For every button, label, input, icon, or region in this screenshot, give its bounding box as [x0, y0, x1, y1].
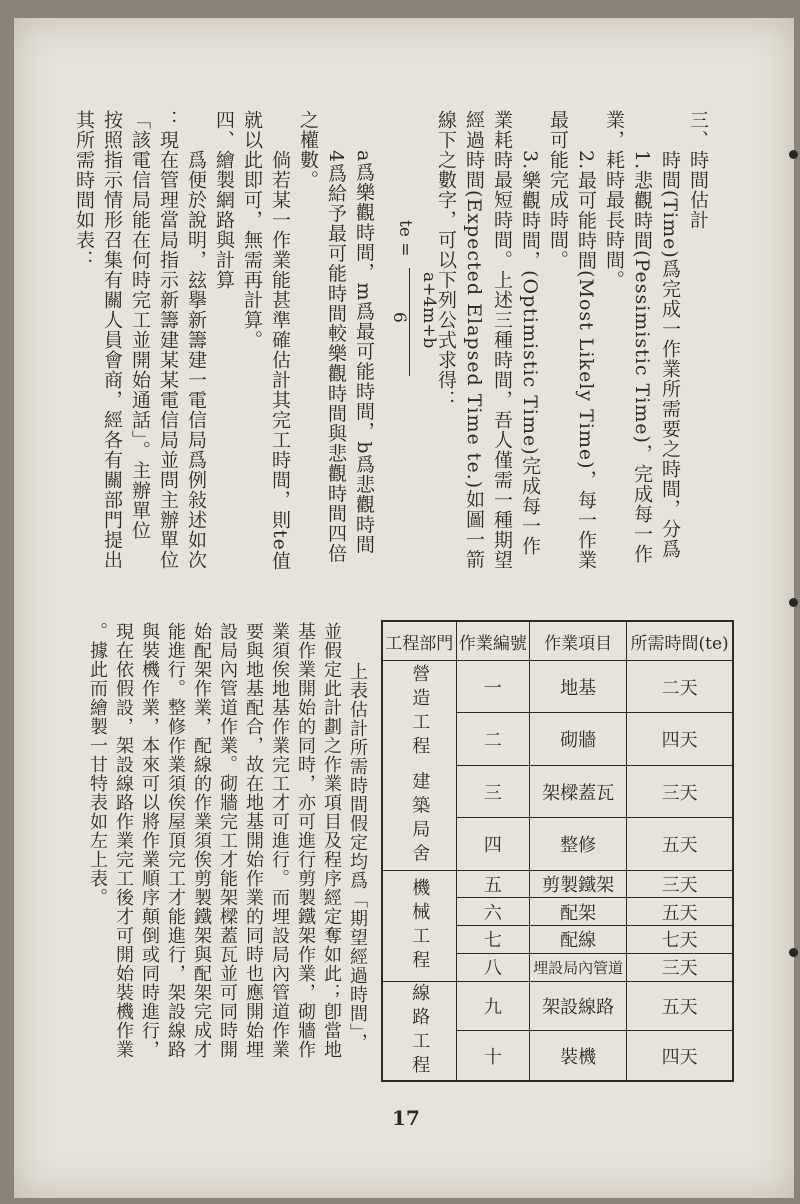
text-line: 業，耗時最長時間。 [603, 110, 625, 290]
formula-denominator: 6 [389, 312, 409, 323]
cell-time: 五天 [627, 818, 733, 871]
text-line: 最可能完成時間。 [547, 110, 569, 270]
section-heading: 三、時間估計 [687, 110, 709, 230]
text-line: 業耗時最短時間。上述三種時間，吾人僅需一種期望 [491, 110, 513, 570]
cell-item: 地基 [530, 661, 627, 713]
text-line: 3.樂觀時間，(Optimistic Time)完成每一作 [519, 150, 541, 556]
header-item: 作業項目 [530, 621, 627, 661]
page-number: 17 [392, 1106, 420, 1130]
text-line: 4爲給予最可能時間較樂觀時間與悲觀時間四倍 [325, 150, 347, 564]
header-no: 作業編號 [456, 621, 530, 661]
cell-time: 三天 [627, 953, 733, 981]
cell-time: 二天 [627, 661, 733, 713]
formula-fraction-bar [409, 268, 410, 376]
cell-time: 四天 [627, 713, 733, 765]
text-line: 時間(Time)爲完成一作業所需要之時間，分爲 [659, 150, 681, 559]
cell-time: 五天 [627, 898, 733, 926]
binding-hole-middle [789, 598, 798, 607]
text-line: ：現在管理當局指示新籌建某某電信局並問主辦單位 [157, 110, 179, 570]
dept-cell: 營造工程 建築局舍 [382, 661, 456, 871]
cell-no: 九 [456, 981, 530, 1031]
text-line: 要與地基配合，故在地基開始作業的同時也應開始埋 [243, 622, 264, 1059]
header-dept: 工程部門 [382, 621, 456, 661]
table-header-row [382, 621, 733, 661]
text-line: 2.最可能時間(Most Likely Time)，每一作業 [575, 150, 597, 570]
cell-time: 七天 [627, 926, 733, 954]
cell-item: 整修 [530, 818, 627, 871]
text-line: 能進行。整修作業須俟屋頂完工才能進行，架設線路 [165, 622, 186, 1059]
cell-no: 五 [456, 870, 530, 898]
text-line: 倘若某一作業能甚準確估計其完工時間，則te值 [269, 150, 291, 571]
cell-item: 架設線路 [530, 981, 627, 1031]
cell-no: 四 [456, 818, 530, 871]
text-line: 其所需時間如表： [73, 110, 95, 270]
binding-hole-bottom [789, 948, 798, 957]
cell-item: 埋設局內管道 [530, 953, 627, 981]
cell-item: 配架 [530, 898, 627, 926]
cell-no: 十 [456, 1031, 530, 1082]
cell-time: 三天 [627, 765, 733, 817]
text-line: 就以此即可，無需再計算。 [241, 110, 263, 350]
cell-no: 七 [456, 926, 530, 954]
text-line: 基作業開始的同時，亦可進行剪製鐵架作業，砌牆作 [295, 622, 316, 1059]
table-row [382, 981, 733, 1031]
text-line: 1.悲觀時間(Pessimistic Time)，完成每一作 [631, 150, 653, 564]
cell-no: 六 [456, 898, 530, 926]
cell-time: 四天 [627, 1031, 733, 1082]
text-line: 始配架作業，配線的作業須俟剪製鐵架與配架完成才 [191, 622, 212, 1059]
cell-time: 三天 [627, 870, 733, 898]
text-line: 並假定此計劃之作業項目及程序經定奪如此；卽當地 [321, 622, 342, 1059]
cell-item: 架樑蓋瓦 [530, 765, 627, 817]
text-line: 按照指示情形召集有關人員會商，經各有關部門提出 [101, 110, 123, 570]
text-line: 上表估計所需時間假定均爲「期望經過時間」， [347, 662, 368, 1052]
cell-item: 砌牆 [530, 713, 627, 765]
cell-item: 配線 [530, 926, 627, 954]
cell-time: 五天 [627, 981, 733, 1031]
cell-item: 剪製鐵架 [530, 870, 627, 898]
table-row [382, 870, 733, 898]
text-line: 。據此而繪製一甘特表如左上表。 [87, 622, 108, 907]
cell-no: 二 [456, 713, 530, 765]
text-line: 爲便於說明，玆擧新籌建一電信局爲例敍述如次 [185, 150, 207, 570]
text-line: 現在依假設，架設線路作業完工後才可開始裝機作業 [113, 622, 134, 1059]
text-line: 線下之數字，可以下列公式求得： [435, 110, 457, 410]
text-line: 「該電信局能在何時完工並開始通話」。主辦單位 [129, 110, 151, 541]
cell-item: 裝機 [530, 1031, 627, 1082]
text-line: 業須俟地基作業完工才可進行。而埋設局內管道作業 [269, 622, 290, 1059]
table-row [382, 661, 733, 713]
cell-no: 八 [456, 953, 530, 981]
dept-cell: 線路工程 [382, 981, 456, 1081]
text-line: 與裝機作業，本來可以將作業順序顛倒或同時進行， [139, 622, 160, 1059]
formula-numerator: a+4m+b [419, 272, 439, 349]
dept-cell: 機械工程 [382, 870, 456, 981]
cell-no: 一 [456, 661, 530, 713]
text-line: a爲樂觀時間，m爲最可能時間，b爲悲觀時間 [353, 150, 375, 555]
binding-hole-top [789, 150, 798, 159]
formula-lhs: te = [395, 220, 415, 257]
text-line: 設局內管道作業。砌牆完工才能架樑蓋瓦並可同時開 [217, 622, 238, 1059]
text-line: 經過時間(Expected Elapsed Time te.)如圖一箭 [463, 110, 485, 570]
schedule-table [381, 620, 734, 1082]
cell-no: 三 [456, 765, 530, 817]
header-time: 所需時間(te) [627, 621, 733, 661]
section-heading: 四、繪製網路與計算 [213, 110, 235, 290]
text-line: 之權數。 [297, 110, 319, 190]
